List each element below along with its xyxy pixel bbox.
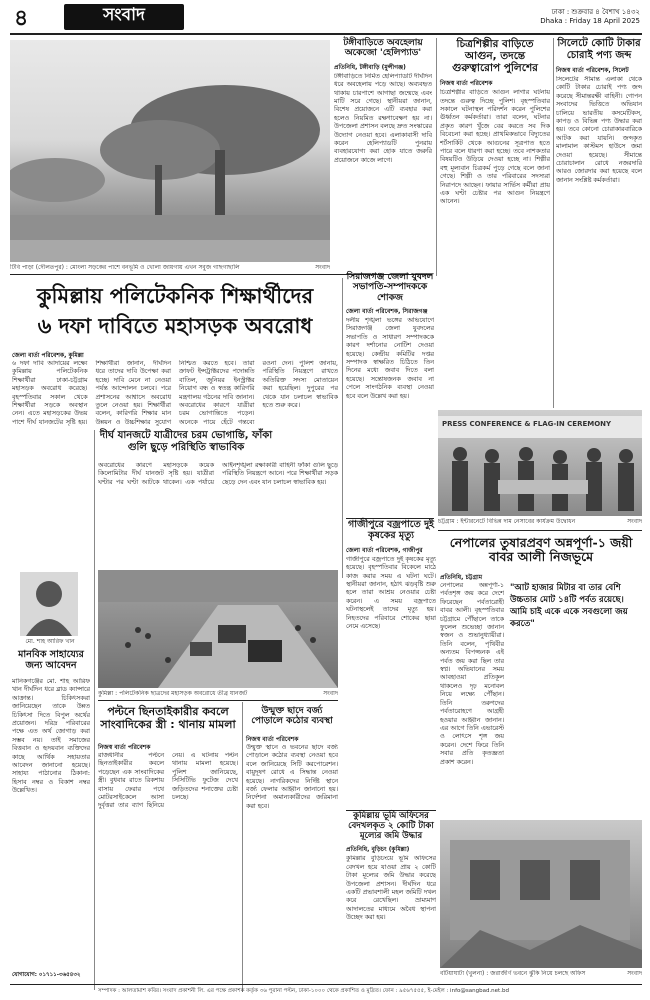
street-photo-credit: সংবাদ (323, 690, 338, 697)
ceremony-credit: সংবাদ (627, 518, 642, 525)
imprint: সম্পাদক : আলতামাশ কবির। সংবাদ প্রকাশনী লি. এর পক্ষে প্রকাশক কর্তৃক ৩৬ পুরানা পল্টন, ঢাকা-১০০০ থেকে প্রকাশিত ও মুদ্রিত। ফোন : ৯৫৬৭৫৫৫, ই-মেইল : info@sangbad.net.bd (98, 988, 509, 994)
section-rule (98, 700, 338, 701)
story-fire (440, 38, 550, 288)
story-sylhet-body: সিলেটের সীমান্ত এলাকা থেকে কোটি টাকার চোরাই পণ্য জব্দ করেছে সীমান্তরক্ষী বাহিনী। গোপন সংবাদের ভিত্তিতে অভিযান চালিয়ে ভারতীয় কসমেটিকস, কাপড় ও বিভিন্ন পণ্য উদ্ধার করা হয়। তবে কোনো চোরাকারবারিকে আটক করা যায়নি। জব্দকৃত মালামাল কাস্টমস হাউসে জমা দেওয়া হয়েছে। সীমান্তে চোরাচালান রোধে নজরদারি আরও জোরদার করা হয়েছে বলে জানান সংশ্লিষ্ট কর্মকর্তারা। (556, 76, 642, 184)
aid-body: মানিকগঞ্জের মো. শাহ আরিফ খান দীর্ঘদিন ধরে ব্লাড ক্যান্সারে আক্রান্ত। চিকিৎসকরা জানিয়েছেন তাকে উন্নত চিকিৎসা দিতে বিপুল অর্থের প্রয়োজন। দরিদ্র পরিবারের পক্ষে এত অর্থ জোগাড় করা সম্ভব নয়। তাই সমাজের বিত্তবান ও হৃদয়বান ব্যক্তিদের কাছে আর্থিক সহায়তার আবেদন জানানো হয়েছে। সাহায্য পাঠানোর ঠিকানা: হিসাব নম্বর ও বিকাশ নম্বর উল্লেখিত। (12, 678, 90, 795)
divider (342, 278, 343, 578)
story-helipad-byline: প্রতিনিধি, টঙ্গীবাড়ি (মুন্সীগঞ্জ) (334, 63, 406, 71)
wall-headline: উন্মুক্ত ছাদে বর্জ্য পোড়ালে কঠোর ব্যবস্থা (251, 706, 333, 727)
traffic-illustration (98, 570, 338, 688)
story-helipad-headline: টঙ্গীবাড়িতে অবহেলায় অকেজো 'হেলিপ্যাড' (343, 38, 423, 59)
story-fire-byline: নিজস্ব বার্তা পরিবেশক (440, 80, 493, 88)
ruin-photo (440, 820, 642, 968)
ceremony-banner-text: PRESS CONFERENCE & FLAG-IN CEREMONY (442, 420, 612, 428)
street-photo (98, 570, 338, 688)
aid-headline: মানবিক সাহায্যের জন্য আবেদন (18, 649, 84, 671)
polytechnic-byline: জেলা বার্তা পরিবেশক, কুমিল্লা (12, 352, 84, 359)
footer-rule (10, 984, 642, 985)
polytechnic-headline-line1: কুমিল্লায় পলিটেকনিক শিক্ষার্থীদের (36, 284, 314, 308)
story-sylhet-headline: সিলেটে কোটি টাকার চোরাই পণ্য জব্দ (557, 38, 641, 61)
story-fire-body: চিত্রশিল্পীর বাড়িতে আগুন লাগার ঘটনায় তদন্তে গুরুত্ব দিচ্ছে পুলিশ। বৃহস্পতিবার সকালে ঘটনাস্থল পরিদর্শন করেন পুলিশের ঊর্ধ্বতন কর্মকর্তারা। তারা বলেন, ঘটনার প্রকৃত কারণ খুঁজে বের করতে সব দিক বিবেচনা করা হচ্ছে। প্রাথমিকভাবে বিদ্যুতের শর্টসার্কিট থেকে আগুনের সূত্রপাত হতে পারে বলে ধারণা করা হচ্ছে। তবে নাশকতার বিষয়টিও উড়িয়ে দেওয়া হচ্ছে না। শিল্পীর বহু মূল্যবান চিত্রকর্ম পুড়ে গেছে বলে জানা গেছে। শিল্পী ও তার পরিবারের সদস্যরা নিরাপদে আছেন। ফায়ার সার্ভিস কর্মীরা প্রায় এক ঘণ্টা চেষ্টার পর আগুন নিয়ন্ত্রণে আনেন। (440, 89, 550, 206)
polytechnic-body: ৬ দফা দাবি আদায়ের লক্ষ্যে কুমিল্লায় পলিটেকনিক শিক্ষার্থীরা ঢাকা-চট্টগ্রাম মহাসড়ক অবরোধ করেছে। বৃহস্পতিবার সকাল থেকে শিক্ষার্থীরা সড়কে অবস্থান নেন। এতে মহাসড়কের উভয় পাশে দীর্ঘ যানজটের সৃষ্টি হয়। শিক্ষার্থীরা জানান, দীর্ঘদিন ধরে তাদের দাবি উপেক্ষা করা হচ্ছে। দাবি মেনে না নেওয়া পর্যন্ত আন্দোলন চলবে। পরে প্রশাসনের আশ্বাসে অবরোধ তুলে নেওয়া হয়। শিক্ষার্থীরা বলেন, কারিগরি শিক্ষার মান উন্নয়ন ও উচ্চশিক্ষার সুযোগ নিশ্চিত করতে হবে। তারা ক্রাফট ইন্সট্রাক্টরদের পদোন্নতি বাতিল, জুনিয়র ইনস্ট্রাক্টর নিয়োগ বন্ধ ও স্বতন্ত্র কারিগরি মন্ত্রণালয় গঠনের দাবি জানান। অবরোধের কারণে যাত্রীরা চরম ভোগান্তিতে পড়েন। অনেকে পায়ে হেঁটে গন্তব্যে রওনা দেন। পুলিশ জানায়, পরিস্থিতি নিয়ন্ত্রণে রাখতে অতিরিক্ত সদস্য মোতায়েন করা হয়েছিল। দুপুরের পর থেকে যান চলাচল স্বাভাবিক হতে শুরু করে। (12, 360, 338, 426)
story-lightning-body: গাজীপুরে বজ্রপাতে দুই কৃষকের মৃত্যু হয়েছে। বৃহস্পতিবার বিকেলে মাঠে কাজ করার সময় এ ঘটনা ঘটে। স্থানীয়রা জানান, হঠাৎ ঝড়বৃষ্টি শুরু হলে তারা আশ্রয় নেওয়ার চেষ্টা করেন। এ সময় বজ্রপাতে ঘটনাস্থলেই তাদের মৃত্যু হয়। নিহতদের পরিবারে শোকের ছায়া নেমে এসেছে। (346, 555, 436, 631)
ruin-photo-caption: বটিয়াঘাটা (খুলনা) : জরাজীর্ণ ভবনে ঝুঁকি নিয়ে চলছে অফিস (440, 970, 586, 977)
story-sirajganj-byline: জেলা বার্তা পরিবেশক, সিরাজগঞ্জ (346, 308, 428, 316)
story-nepal-pull-quote: "আট হাজার মিটার বা তার বেশি উচ্চতার মোট ১৪টি পর্বত রয়েছে। আমি চাই একে একে সবগুলো জয় করতে" (510, 583, 628, 629)
story-helipad (334, 38, 432, 288)
story-sylhet-byline: নিজস্ব বার্তা পরিবেশক, সিলেট (556, 67, 629, 74)
masthead-logo-text: সংবাদ (103, 5, 145, 25)
street-photo-caption: কুমিল্লা : পলিটেকনিক ছাত্রদের মহাসড়ক অবরোধে তীব্র যানজট (98, 690, 248, 697)
wall-byline: নিজস্ব বার্তা পরিবেশক (246, 736, 299, 743)
divider (436, 38, 437, 276)
ceremony-caption: চট্টগ্রাম : ইন্টারনেটে বিভিন্ন দাম নেসাবের কার্যক্রম উদ্বোধন (438, 518, 576, 525)
ruin-photo-credit: সংবাদ (627, 970, 642, 977)
story-nepal-body-cont (510, 700, 642, 812)
story-land-headline: কুমিল্লায় ভূমি অফিসের বেদখলকৃত ২ কোটি টাকা মূল্যের জমি উদ্ধার (348, 811, 434, 841)
person-icon (20, 572, 78, 636)
wall-body: উন্মুক্ত স্থানে ও ভবনের ছাদে বর্জ্য পোড়ালে কঠোর ব্যবস্থা নেওয়া হবে বলে জানিয়েছে সিটি করপোরেশন। বায়ুদূষণ রোধে এ সিদ্ধান্ত নেওয়া হয়েছে। নাগরিকদের নির্দিষ্ট স্থানে বর্জ্য ফেলার আহ্বান জানানো হয়। নির্দেশনা অমান্যকারীদের জরিমানা করা হবে। (246, 744, 338, 810)
story-nepal-headline: নেপালের তুষারপ্রবণ অন্নপূর্ণা-১ জয়ী বাবর আলী নিজভূমে (449, 535, 633, 565)
story-fire-headline: চিত্রশিল্পীর বাড়িতে আগুন, তদন্তে গুরুত্বারোপ পুলিশের (452, 38, 538, 75)
story-sylhet (556, 38, 642, 408)
divider (553, 38, 554, 408)
masthead (0, 0, 650, 36)
aid-contact: যোগাযোগ: ০১৭১১-৩৬৫৪৩২ (12, 972, 81, 978)
polytechnic-headline-line2: ৬ দফা দাবিতে মহাসড়ক অবরোধ (37, 314, 313, 338)
story-sirajganj-body: দলীয় শৃঙ্খলা ভঙ্গের অভিযোগে সিরাজগঞ্জ জেলা যুবদলের সভাপতি ও সাধারণ সম্পাদককে কারণ দর্শানোর নোটিশ দেওয়া হয়েছে। কেন্দ্রীয় কমিটির দপ্তর সম্পাদক স্বাক্ষরিত চিঠিতে তিন দিনের মধ্যে জবাব দিতে বলা হয়েছে। সন্তোষজনক জবাব না পেলে সাংগঠনিক ব্যবস্থা নেওয়া হবে বলে উল্লেখ করা হয়। (346, 317, 434, 400)
page-number: ৪ (14, 6, 29, 31)
story-sirajganj-headline: সিরাজগঞ্জ জেলা যুবদল সভাপতি-সম্পাদককে শোকজ (346, 272, 434, 303)
masthead-logo (64, 4, 184, 30)
top-photo-credit: সংবাদ (315, 264, 330, 271)
story-land (346, 812, 436, 975)
story-lightning (346, 520, 436, 856)
divider (242, 702, 243, 992)
story-helipad-body: টঙ্গীবাড়িতে নির্মিত হেলিপ্যাডটি দীর্ঘদিন ধরে অবহেলায় পড়ে আছে। অব্যবহৃত থাকায় চারপাশে আগাছা জন্মেছে এবং মাটি সরে গেছে। স্থানীয়রা জানান, বিশেষ প্রয়োজনে এটি ব্যবহার করা হলেও নিয়মিত রক্ষণাবেক্ষণ হয় না। উপজেলা প্রশাসন বলছে দ্রুত সংস্কারের উদ্যোগ নেওয়া হবে। এলাকাবাসী দাবি করেন হেলিপ্যাডটি পুনরায় ব্যবহারযোগ্য করা হোক যাতে জরুরি প্রয়োজনে কাজে লাগে। (334, 72, 432, 164)
snatch-body: রাজধানীর পল্টনে ছিনতাইকারীর কবলে পড়েছেন এক সাংবাদিকের স্ত্রী। বুধবার রাতে রিকশায় বাসায় ফেরার পথে মোটরসাইকেলে আসা দুর্বৃত্তরা তার ব্যাগ ছিনিয়ে নেয়। এ ঘটনায় পল্টন থানায় মামলা হয়েছে। পুলিশ জানিয়েছে, সিসিটিভি ফুটেজ দেখে জড়িতদের শনাক্তের চেষ্টা চলছে। (98, 752, 238, 810)
section-rule (438, 530, 642, 531)
trees-illustration (10, 40, 330, 262)
ruined-building-illustration (440, 820, 642, 968)
traffic-body: অবরোধের কারণে মহাসড়কে কয়েক কিলোমিটার দীর্ঘ যানজট সৃষ্টি হয়। যাত্রীরা ঘণ্টার পর ঘণ্টা আটকে থাকেন। এক পর্যায়ে আইনশৃঙ্খলা রক্ষাকারী বাহিনী ফাঁকা গুলি ছুড়ে পরিস্থিতি নিয়ন্ত্রণে আনে। পরে শিক্ষার্থীরা সড়ক ছেড়ে দেন এবং যান চলাচল স্বাভাবিক হয়। (98, 462, 338, 486)
top-photo-caption: টিবি পাড়া (দৌলতপুর) : মোংলা সড়কের পাশে বনভূমি ও খোলা জায়গায় এখন সবুজ গাছগাছালি (10, 264, 240, 271)
ceremony-banner (438, 416, 642, 438)
aid-portrait (20, 572, 78, 636)
snatch-headline: পল্টনে ছিনতাইকারীর কবলে সাংবাদিকের স্ত্রী : থানায় মামলা (100, 705, 236, 731)
top-photo (10, 40, 330, 262)
masthead-date-bn: ঢাকা : শুক্রবার ৪ বৈশাখ ১৪৩২ (551, 8, 640, 16)
story-land-byline: প্রতিনিধি, বুড়িচং (কুমিল্লা) (346, 846, 410, 854)
story-land-body: কুমিল্লার বুড়িচংয়ে ভূমি অফিসের বেদখল হয়ে যাওয়া প্রায় ২ কোটি টাকা মূল্যের জমি উদ্ধার করেছে উপজেলা প্রশাসন। দীর্ঘদিন ধরে একটি প্রভাবশালী মহল জমিটি দখল করে রেখেছিল। ভ্রাম্যমাণ আদালতের মাধ্যমে অবৈধ স্থাপনা উচ্ছেদ করা হয়। (346, 855, 436, 922)
traffic-headline: দীর্ঘ যানজটে যাত্রীদের চরম ভোগান্তি, ফাঁকা গুলি ছুড়ে পরিস্থিতি স্বাভাবিক (99, 430, 273, 453)
story-sirajganj (346, 272, 434, 497)
story-nepal-byline: প্রতিনিধি, চট্টগ্রাম (440, 574, 483, 581)
story-lightning-byline: জেলা বার্তা পরিবেশক, গাজীপুর (346, 546, 423, 554)
masthead-rule (10, 33, 642, 35)
ceremony-photo (438, 410, 642, 516)
aid-photo-caption: মো. শাহ আরিফ খান (25, 638, 75, 645)
story-lightning-headline: গাজীপুরে বজ্রপাতে দুই কৃষকের মৃত্যু (347, 519, 434, 541)
story-nepal-body: নেপালের অন্নপূর্ণা-১ পর্বতশৃঙ্গ জয় করে দেশে ফিরেছেন পর্বতারোহী বাবর আলী। বৃহস্পতিবার চট্টগ্রামে পৌঁছালে তাকে ফুলেল শুভেচ্ছা জানান স্বজন ও শুভানুধ্যায়ীরা। তিনি বলেন, পৃথিবীর অন্যতম বিপজ্জনক এই পর্বত জয় করা ছিল তার স্বপ্ন। অভিযানের সময় আবহাওয়া প্রতিকূল থাকলেও দৃঢ় মনোবল নিয়ে লক্ষ্যে পৌঁছান। তিনি তরুণদের পর্বতারোহণে আগ্রহী হওয়ার আহ্বান জানান। এর আগে তিনি এভারেস্ট ও লোৎসে শৃঙ্গ জয় করেন। দেশে ফিরে তিনি সবার প্রতি কৃতজ্ঞতা প্রকাশ করেন। (440, 582, 504, 766)
snatch-byline: নিজস্ব বার্তা পরিবেশক (98, 744, 151, 751)
masthead-date-en: Dhaka : Friday 18 April 2025 (540, 17, 640, 25)
divider (94, 430, 95, 990)
